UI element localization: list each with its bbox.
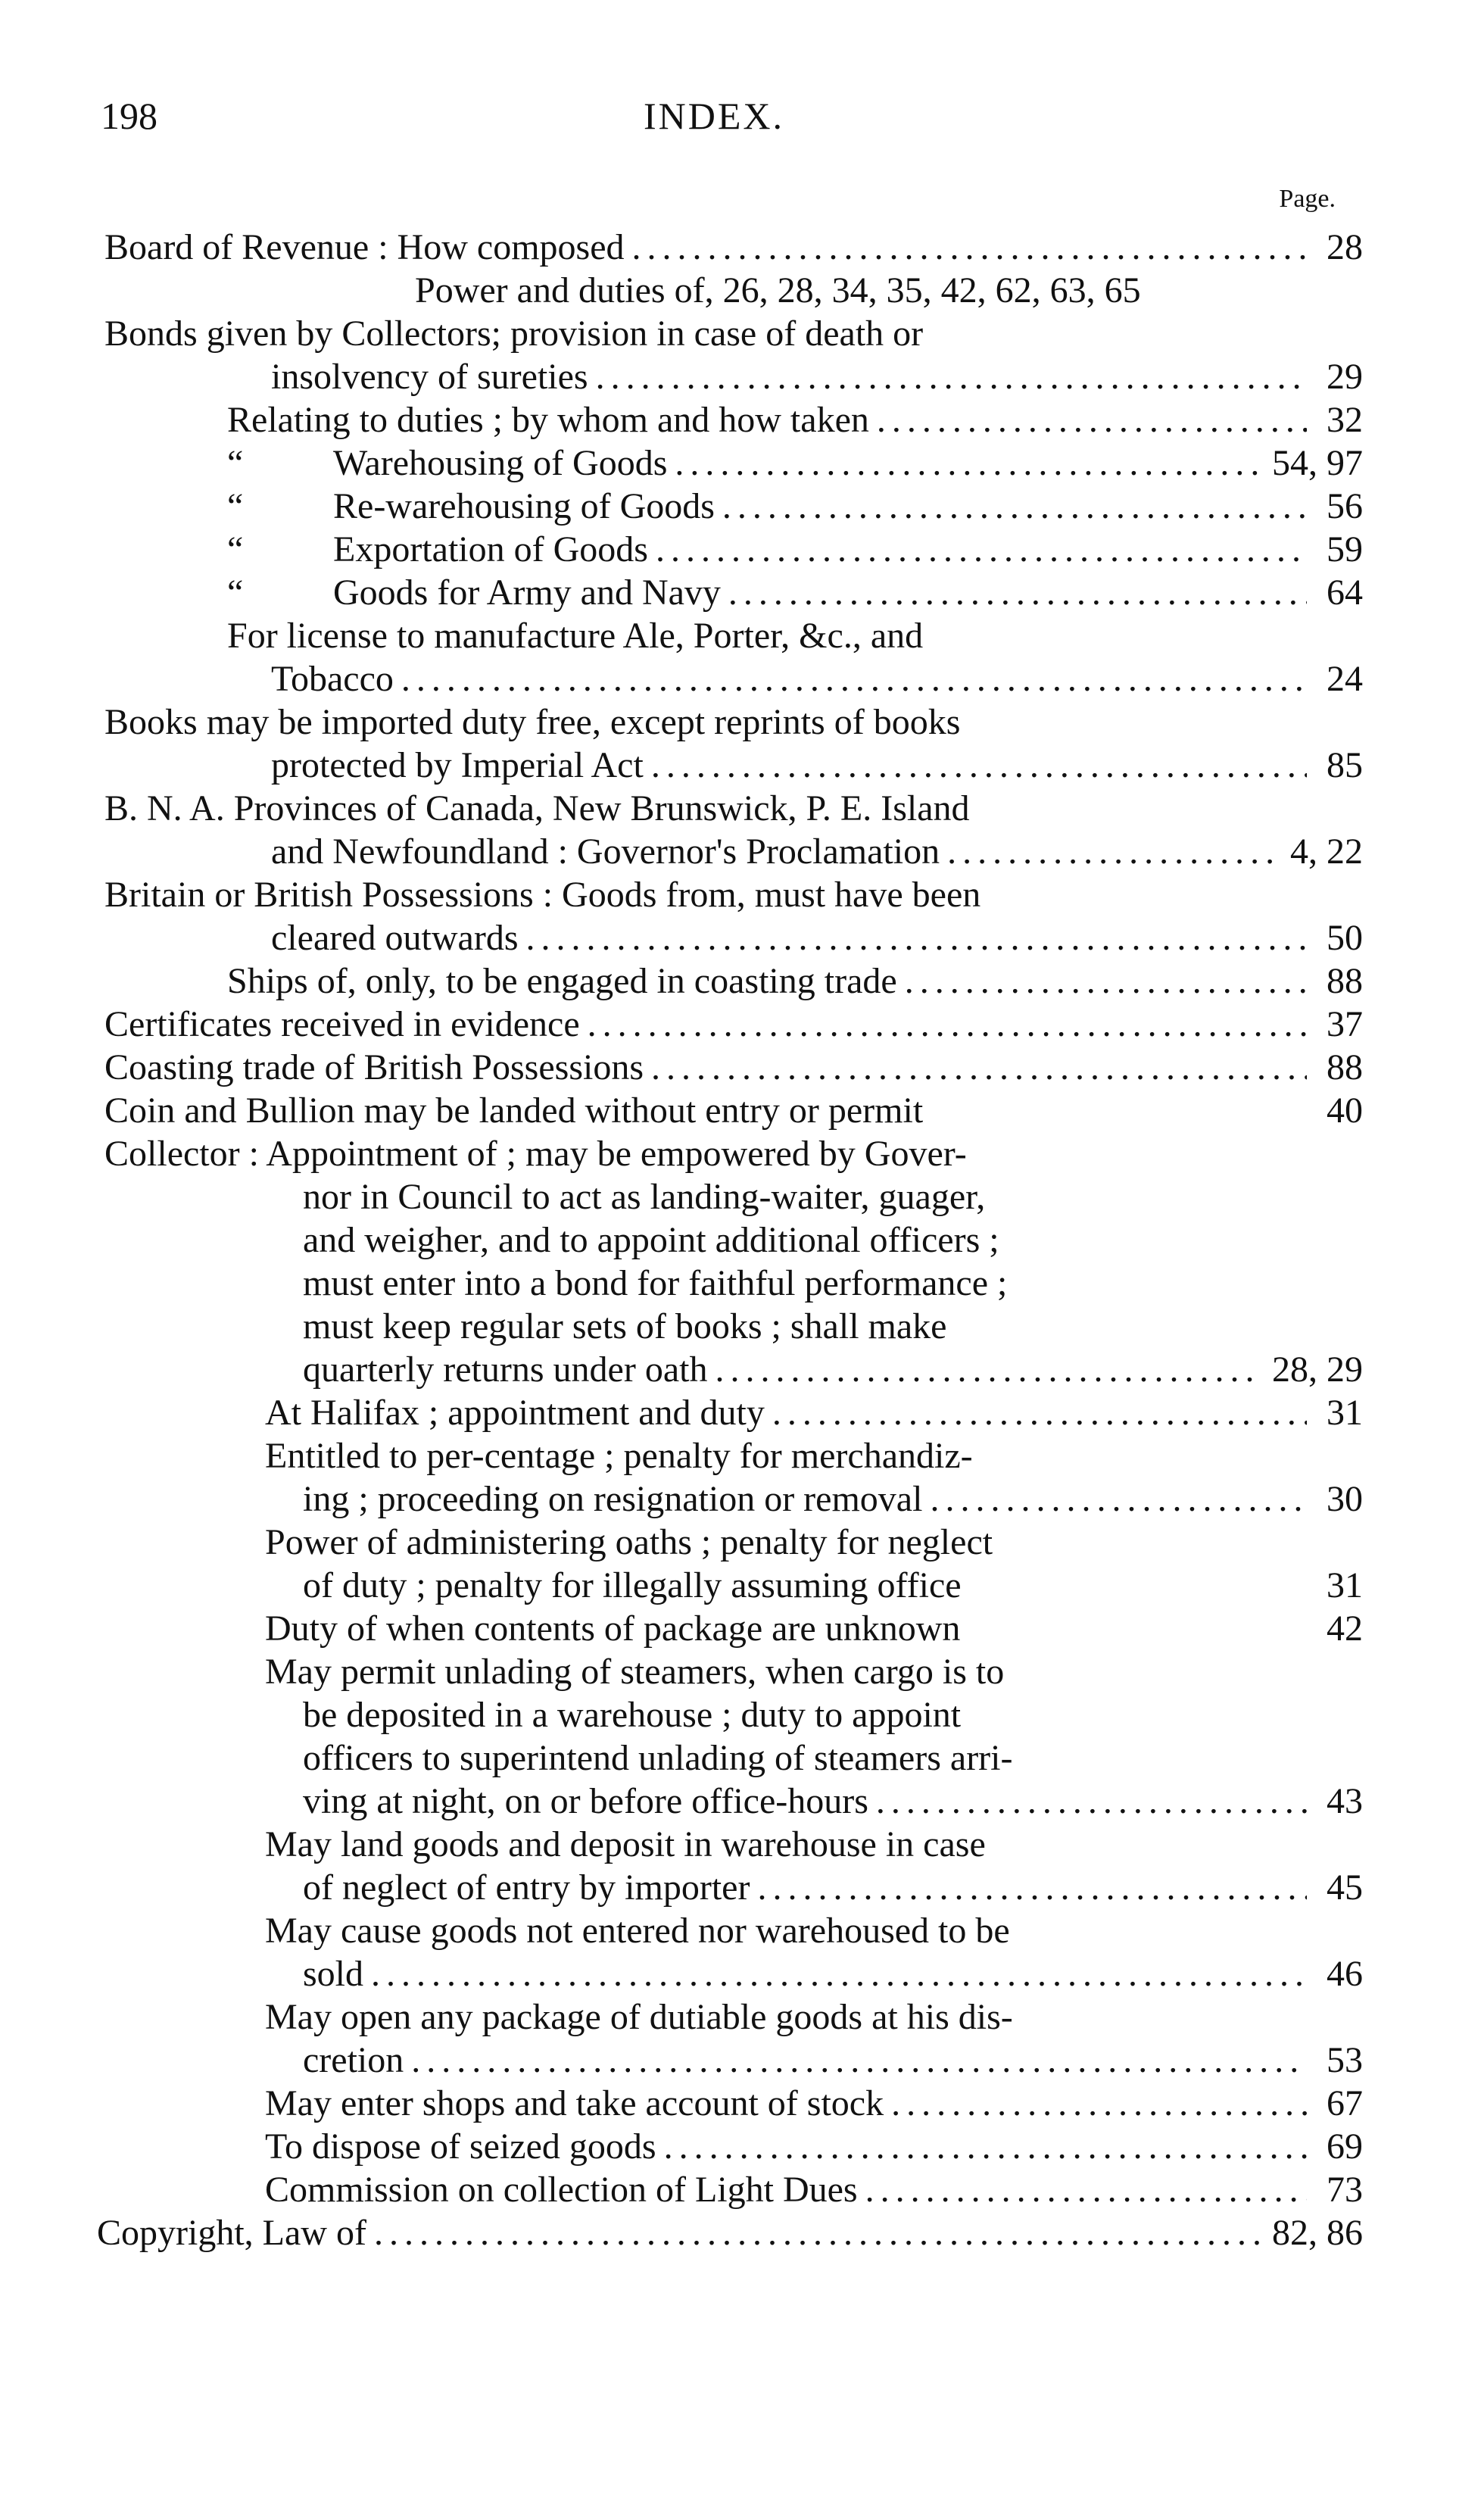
entry-text <box>227 571 1307 615</box>
index-entry-line <box>104 873 1363 917</box>
ditto-mark: “ <box>227 443 244 483</box>
index-entry-line <box>271 744 1363 788</box>
entry-text <box>104 1132 967 1176</box>
page-reference: 29 <box>1327 357 1363 397</box>
index-entry-line <box>303 2039 1363 2083</box>
index-entry-line <box>104 1003 1363 1047</box>
entry-text <box>265 2168 1307 2212</box>
page-reference: 64 <box>1327 573 1363 613</box>
entry-label: Relating to duties ; by whom and how taken <box>227 400 869 440</box>
entry-text <box>303 1780 1307 1824</box>
entry-label: nor in Council to act as landing-waiter, guager, <box>303 1177 986 1217</box>
index-entry-line <box>303 1348 1363 1392</box>
entry-text <box>303 1866 1307 1910</box>
entry-label: B. N. A. Provinces of Canada, New Brunswick, P. E. Island <box>104 788 970 828</box>
page-reference: 30 <box>1327 1479 1363 1519</box>
index-entry-line <box>104 787 1363 831</box>
entry-text <box>104 312 923 356</box>
page-reference: 54, 97 <box>1272 443 1363 483</box>
page-reference: 31 <box>1327 1393 1363 1433</box>
entry-label: Tobacco <box>271 659 394 699</box>
index-entry-line <box>303 1693 1363 1737</box>
index-entry-line <box>415 269 1363 313</box>
entry-label: Goods for Army and Navy <box>333 573 721 613</box>
index-entry-line <box>271 657 1363 701</box>
index-entry-line <box>104 700 1363 744</box>
page-column-label: Page. <box>1279 185 1336 213</box>
ditto-mark: “ <box>227 486 244 526</box>
index-entry-line <box>227 959 1363 1003</box>
index-entry-line <box>104 1089 1363 1133</box>
entry-text <box>303 1693 961 1737</box>
entry-label: insolvency of sureties <box>271 357 588 397</box>
index-entry-line <box>265 2168 1363 2212</box>
entry-label: Coasting trade of British Possessions <box>104 1047 644 1087</box>
index-entry-line <box>271 916 1363 960</box>
index-entry-line <box>271 355 1363 399</box>
entry-text <box>265 2125 1307 2169</box>
entry-label: of duty ; penalty for illegally assuming office <box>303 1565 962 1605</box>
entry-label: Coin and Bullion may be landed without entry or permit <box>104 1090 924 1131</box>
page-reference: 46 <box>1327 1954 1363 1994</box>
entry-text <box>271 355 1307 399</box>
entry-text <box>104 700 960 744</box>
entry-text <box>303 1477 1307 1521</box>
entry-label: May open any package of dutiable goods at his dis- <box>265 1997 1013 2037</box>
index-entry-line <box>227 528 1363 572</box>
page-reference: 88 <box>1327 961 1363 1001</box>
entry-text <box>303 1218 999 1262</box>
page-reference: 40 <box>1327 1090 1363 1131</box>
entry-label: Books may be imported duty free, except reprints of books <box>104 702 961 742</box>
index-entry-line <box>303 1564 1363 1608</box>
entry-text <box>227 485 1307 529</box>
entry-label: sold <box>303 1954 364 1994</box>
index-entry-line <box>303 1780 1363 1824</box>
entry-label: be deposited in a warehouse ; duty to appoint <box>303 1695 962 1735</box>
index-entry-line <box>271 830 1363 874</box>
page-reference: 45 <box>1327 1867 1363 1908</box>
entry-text <box>303 1348 1261 1392</box>
page-reference: 31 <box>1327 1565 1363 1605</box>
page-reference: 42 <box>1327 1608 1363 1649</box>
entry-label: officers to superintend unlading of steamers arri- <box>303 1738 1013 1778</box>
entry-label: protected by Imperial Act <box>271 745 644 785</box>
entry-label: Collector : Appointment of ; may be empowered by Gover- <box>104 1134 967 1174</box>
index-entry-line <box>303 1736 1363 1780</box>
page-reference: 69 <box>1327 2126 1363 2167</box>
entry-text <box>97 2211 1261 2255</box>
entry-text <box>303 1305 946 1349</box>
index-entry-line <box>227 485 1363 529</box>
entry-label: Power of administering oaths ; penalty for neglect <box>265 1522 993 1562</box>
page-title: INDEX. <box>644 95 785 137</box>
page-reference: 56 <box>1327 486 1363 526</box>
entry-label: Duty of when contents of package are unknown <box>265 1608 961 1649</box>
index-entry-line <box>104 1046 1363 1090</box>
entry-text <box>104 787 970 831</box>
entry-text <box>227 959 1307 1003</box>
entry-text <box>265 1995 1013 2039</box>
entry-text <box>303 2039 1307 2083</box>
index-entry-line <box>265 1909 1363 1953</box>
entry-label: cretion <box>303 2040 404 2080</box>
entry-text <box>104 873 980 917</box>
entry-label: and Newfoundland : Governor's Proclamation <box>271 831 940 872</box>
entry-label: Exportation of Goods <box>333 529 648 569</box>
index-entry-line <box>265 1607 1363 1651</box>
entry-text <box>271 744 1307 788</box>
entry-label: May enter shops and take account of stock <box>265 2083 884 2123</box>
entry-text <box>227 614 923 658</box>
page-reference: 32 <box>1327 400 1363 440</box>
entry-label: Certificates received in evidence <box>104 1004 580 1044</box>
page-reference: 37 <box>1327 1004 1363 1044</box>
index-entry-line <box>303 1218 1363 1262</box>
entry-text <box>271 830 1280 874</box>
entry-text <box>104 226 1307 270</box>
entry-text <box>104 1003 1307 1047</box>
index-entry-line <box>265 2082 1363 2126</box>
entry-text <box>303 1262 1007 1306</box>
index-entry-line <box>303 1175 1363 1219</box>
entry-text <box>265 1650 1004 1694</box>
index-entry-line <box>303 1866 1363 1910</box>
page-reference: 28, 29 <box>1272 1349 1363 1390</box>
entry-text <box>265 1909 1010 1953</box>
entry-label: Britain or British Possessions : Goods from, must have been <box>104 875 981 915</box>
entry-label: Warehousing of Goods <box>333 443 668 483</box>
entry-label: ving at night, on or before office-hours <box>303 1781 868 1821</box>
index-entry-line <box>104 226 1363 270</box>
entry-label: Entitled to per-centage ; penalty for merchandiz- <box>265 1436 973 1476</box>
page-reference: 82, 86 <box>1272 2213 1363 2253</box>
entry-label: quarterly returns under oath <box>303 1349 708 1390</box>
entry-text <box>227 528 1307 572</box>
entry-label: Board of Revenue : How composed <box>104 227 625 267</box>
entry-label: and weigher, and to appoint additional officers ; <box>303 1220 999 1260</box>
index-entry-line <box>303 1262 1363 1306</box>
entry-label: Commission on collection of Light Dues <box>265 2170 858 2210</box>
ditto-mark: “ <box>227 529 244 569</box>
entry-label: must keep regular sets of books ; shall make <box>303 1306 947 1346</box>
entry-text <box>415 269 1141 313</box>
entry-label: must enter into a bond for faithful performance ; <box>303 1263 1008 1303</box>
entry-text <box>265 1607 960 1651</box>
index-entry-line <box>265 1434 1363 1478</box>
entry-label: ing ; proceeding on resignation or removal <box>303 1479 923 1519</box>
page-reference: 73 <box>1327 2170 1363 2210</box>
page-reference: 88 <box>1327 1047 1363 1087</box>
entry-text <box>265 1434 973 1478</box>
entry-text <box>265 1391 1307 1435</box>
page-reference: 24 <box>1327 659 1363 699</box>
page-number: 198 <box>101 95 157 137</box>
entry-label: May cause goods not entered nor warehoused to be <box>265 1911 1010 1951</box>
page-reference: 67 <box>1327 2083 1363 2123</box>
entry-label: For license to manufacture Ale, Porter, &c., and <box>227 616 924 656</box>
entry-label: Copyright, Law of <box>97 2213 366 2253</box>
index-entry-line <box>265 1521 1363 1565</box>
ditto-mark: “ <box>227 573 244 613</box>
entry-text <box>303 1736 1012 1780</box>
entry-label: At Halifax ; appointment and duty <box>265 1393 765 1433</box>
page-reference: 28 <box>1327 227 1363 267</box>
entry-label: of neglect of entry by importer <box>303 1867 750 1908</box>
entry-label: Ships of, only, to be engaged in coasting trade <box>227 961 897 1001</box>
index-entry-line <box>265 2125 1363 2169</box>
entry-label: May land goods and deposit in warehouse in case <box>265 1824 986 1864</box>
entry-text <box>104 1046 1307 1090</box>
entry-text <box>303 1564 962 1608</box>
entry-label: May permit unlading of steamers, when cargo is to <box>265 1652 1005 1692</box>
entry-text <box>271 657 1307 701</box>
index-entry-line <box>227 441 1363 485</box>
entry-label: Bonds given by Collectors; provision in case of death or <box>104 314 924 354</box>
entry-text <box>303 1952 1307 1996</box>
entry-text <box>271 916 1307 960</box>
entry-text <box>303 1175 985 1219</box>
index-entry-line <box>227 398 1363 442</box>
entry-label: To dispose of seized goods <box>265 2126 656 2167</box>
entry-text <box>265 2082 1307 2126</box>
entry-text <box>104 1089 923 1133</box>
index-entry-line <box>265 1995 1363 2039</box>
entry-text <box>265 1521 993 1565</box>
page-reference: 59 <box>1327 529 1363 569</box>
page-reference: 4, 22 <box>1290 831 1363 872</box>
index-entry-line <box>303 1477 1363 1521</box>
index-entry-line <box>303 1305 1363 1349</box>
entry-label: Re-warehousing of Goods <box>333 486 715 526</box>
index-entry-line <box>227 614 1363 658</box>
index-entry-line <box>265 1823 1363 1867</box>
index-entry-line <box>104 312 1363 356</box>
entry-text <box>227 441 1261 485</box>
entry-label: Power and duties of, 26, 28, 34, 35, 42, 62, 63, 65 <box>415 270 1141 310</box>
index-entry-line <box>265 1391 1363 1435</box>
index-entry-line <box>227 571 1363 615</box>
page-reference: 43 <box>1327 1781 1363 1821</box>
entry-label: cleared outwards <box>271 918 519 958</box>
index-entry-line <box>265 1650 1363 1694</box>
page-reference: 53 <box>1327 2040 1363 2080</box>
page-reference: 50 <box>1327 918 1363 958</box>
entry-text <box>265 1823 986 1867</box>
index-entry-line <box>104 1132 1363 1176</box>
entry-text <box>227 398 1307 442</box>
page-reference: 85 <box>1327 745 1363 785</box>
index-entry-line <box>303 1952 1363 1996</box>
index-entry-line <box>97 2211 1363 2255</box>
